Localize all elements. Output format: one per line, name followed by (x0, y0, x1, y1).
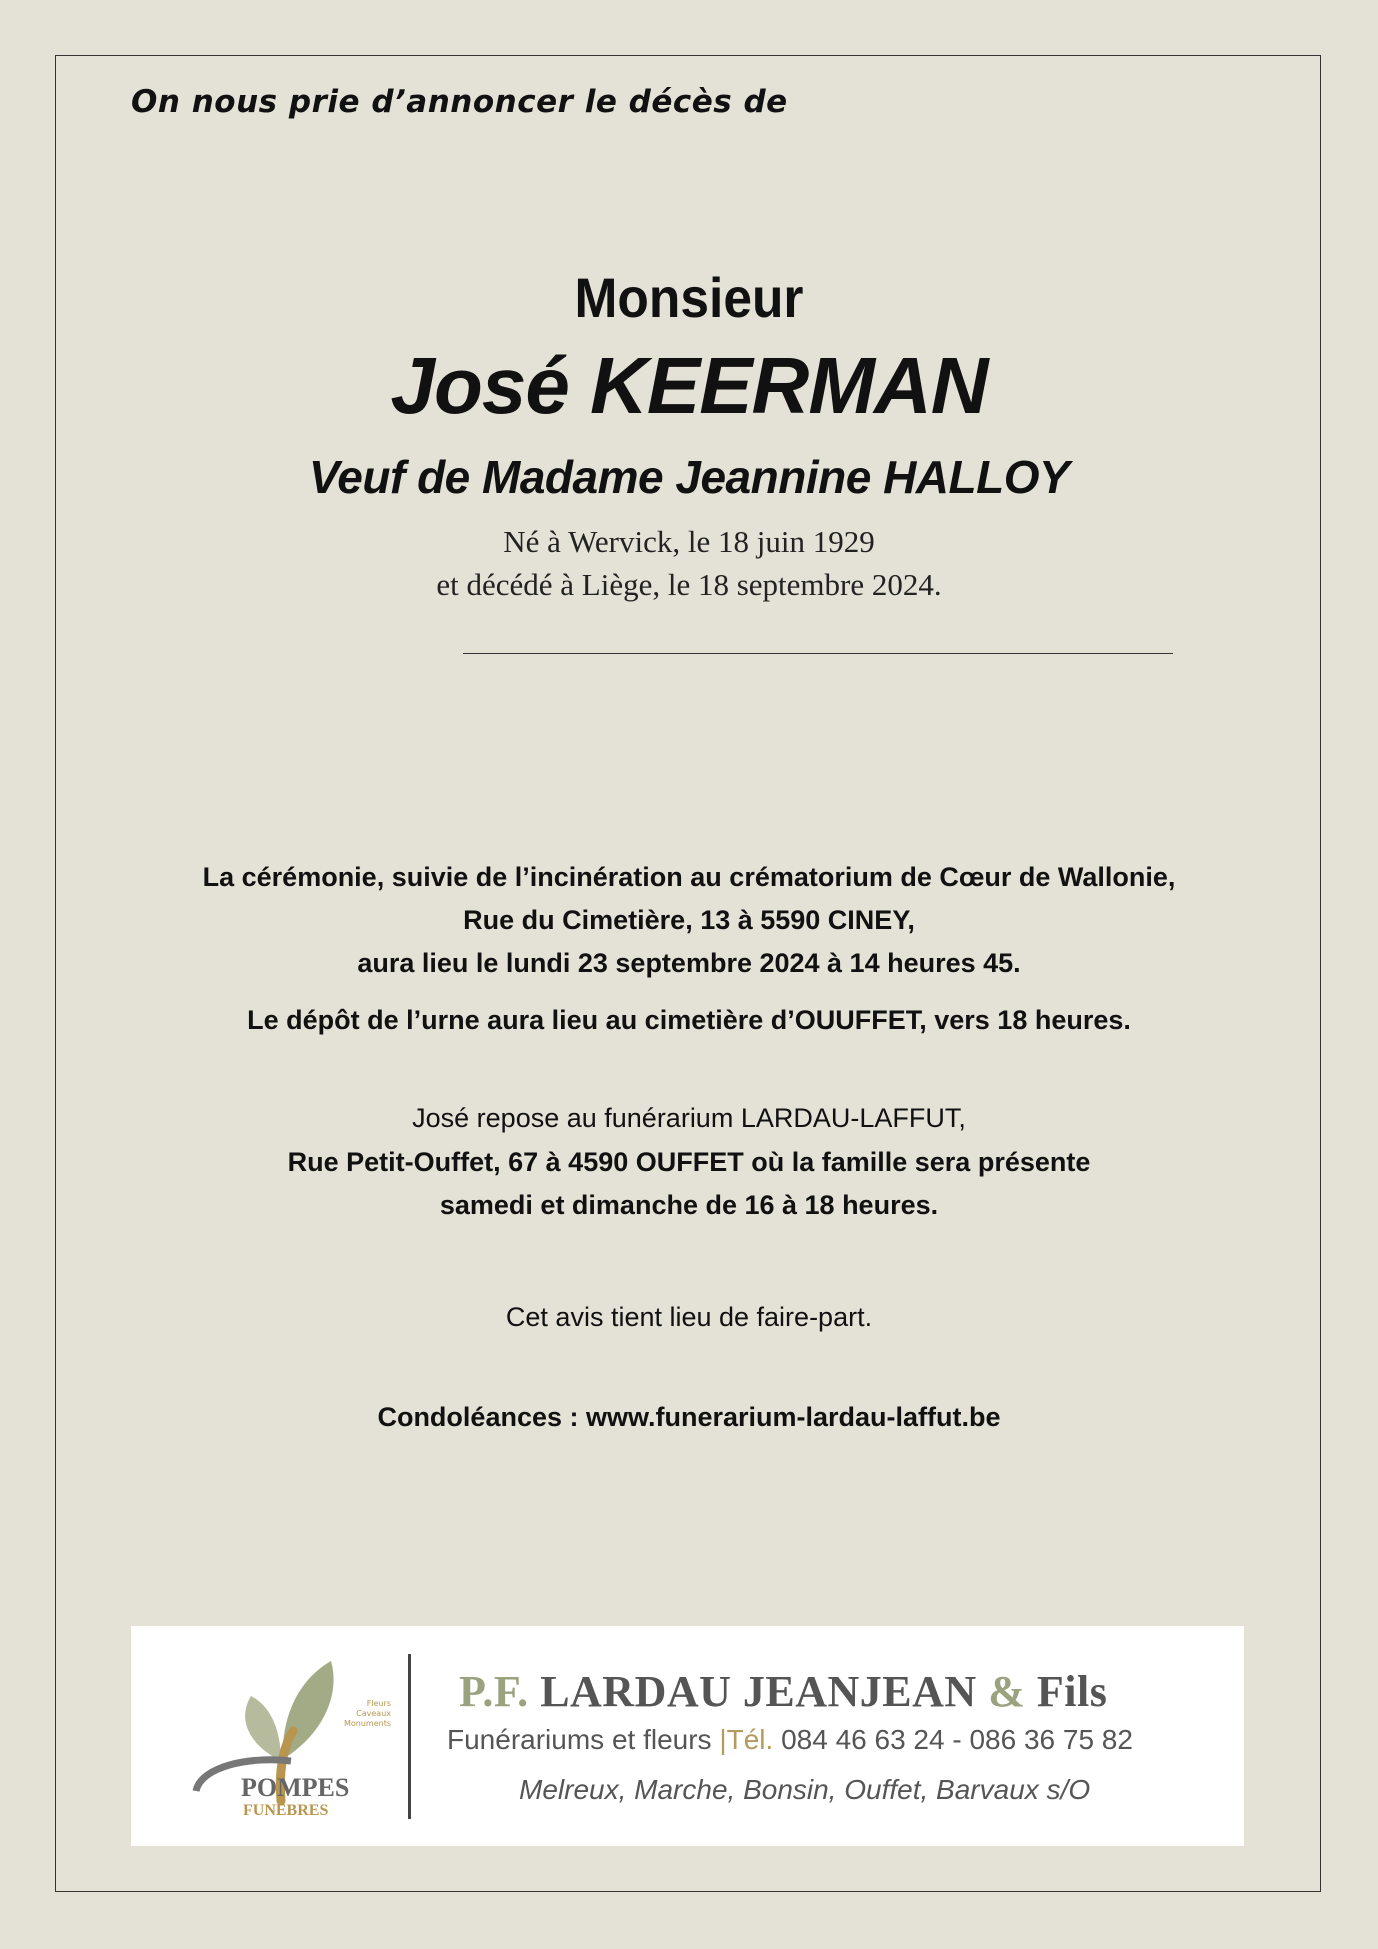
visitation-line-1: José repose au funérarium LARDAU-LAFFUT, (412, 1103, 966, 1133)
intro-text: On nous prie d’annoncer le décès de (131, 84, 788, 120)
leaf-logo-icon (181, 1651, 391, 1821)
company-fils: Fils (1036, 1667, 1108, 1716)
faire-part-note: Cet avis tient lieu de faire-part. (505, 1302, 873, 1332)
company-main-name: LARDAU JEANJEAN (540, 1667, 977, 1716)
logo-side-text-3: Monuments (343, 1719, 391, 1728)
services-separator: | (719, 1724, 727, 1755)
pompes-funebres-logo (181, 1651, 391, 1821)
death-line: et décédé à Liège, le 18 septembre 2024. (436, 567, 942, 602)
tel-numbers: 084 46 63 24 - 086 36 75 82 (781, 1724, 1133, 1755)
condolences-line: Condoléances : www.funerarium-lardau-laffut.be (377, 1402, 1001, 1432)
funeral-home-banner (131, 1626, 1244, 1846)
visitation-line-3: samedi et dimanche de 16 à 18 heures. (439, 1190, 939, 1220)
birth-line: Né à Wervick, le 18 juin 1929 (503, 524, 875, 559)
services-text: Funérariums et fleurs (447, 1724, 712, 1755)
company-ampersand: & (988, 1667, 1026, 1716)
logo-side-text-1: Fleurs (366, 1699, 391, 1708)
deceased-name: José KEERMAN (390, 341, 988, 430)
urn-deposit-line: Le dépôt de l’urne aura lieu au cimetière d’OUUFFET, vers 18 heures. (247, 1005, 1131, 1035)
widow-line: Veuf de Madame Jeannine HALLOY (308, 451, 1070, 503)
locations-line: Melreux, Marche, Bonsin, Ouffet, Barvaux s/O (519, 1774, 1091, 1805)
banner-divider (408, 1654, 411, 1819)
company-name (459, 1666, 1107, 1717)
ceremony-line-3: aura lieu le lundi 23 septembre 2024 à 14 heures 45. (357, 948, 1021, 978)
logo-text-bottom: FUNEBRES (243, 1802, 329, 1819)
company-pf: P.F. (459, 1667, 529, 1716)
tel-label: Tél. (726, 1724, 774, 1755)
logo-text-top: POMPES (241, 1773, 350, 1802)
services-line (447, 1724, 1133, 1756)
logo-side-text-2: Caveaux (356, 1709, 391, 1718)
ceremony-line-1: La cérémonie, suivie de l’incinération au crématorium de Cœur de Wallonie, (202, 862, 1176, 892)
honorific: Monsieur (574, 266, 804, 329)
divider-rule (463, 653, 1173, 654)
ceremony-line-2: Rue du Cimetière, 13 à 5590 CINEY, (463, 905, 915, 935)
visitation-line-2: Rue Petit-Ouffet, 67 à 4590 OUFFET où la famille sera présente (287, 1147, 1091, 1177)
